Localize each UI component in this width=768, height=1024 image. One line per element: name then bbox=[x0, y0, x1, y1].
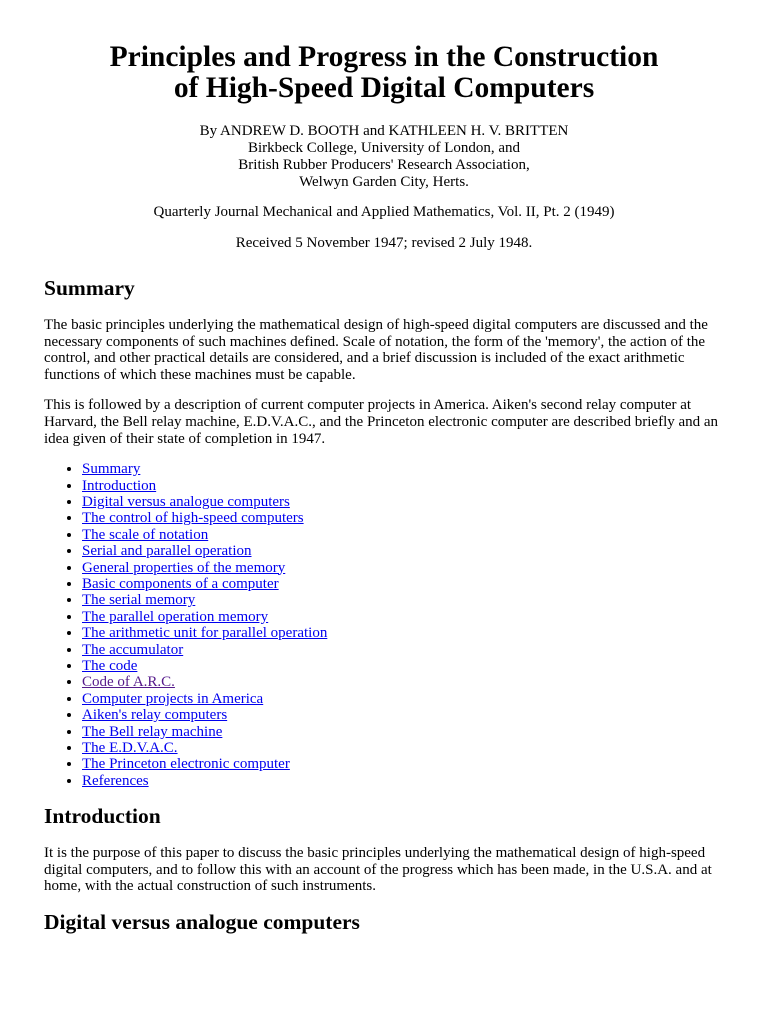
summary-heading: Summary bbox=[44, 276, 135, 300]
author-line: By ANDREW D. BOOTH and KATHLEEN H. V. BRITTEN bbox=[199, 123, 569, 139]
title-line-2: of High-Speed Digital Computers bbox=[173, 72, 595, 104]
toc-link[interactable]: The scale of notation bbox=[82, 526, 209, 543]
toc-item bbox=[82, 724, 724, 740]
journal-citation: Quarterly Journal Mechanical and Applied Mathematics, Vol. II, Pt. 2 (1949) bbox=[153, 204, 615, 220]
toc-item bbox=[82, 494, 724, 510]
authors-block bbox=[44, 123, 724, 191]
toc-link[interactable]: General properties of the memory bbox=[82, 559, 286, 576]
toc-link[interactable]: Basic components of a computer bbox=[82, 576, 279, 592]
toc-link[interactable]: Computer projects in America bbox=[82, 690, 264, 707]
summary-paragraph-2: This is followed by a description of current computer projects in America. Aiken's second relay computer at Harvard, the Bell relay machine, E.D.V.A.C., and the Princeton electronic computer are described briefly and an idea given of their state of completion in 1947. bbox=[44, 397, 719, 447]
toc-item bbox=[82, 592, 724, 608]
toc-item bbox=[82, 691, 724, 707]
toc-item bbox=[82, 527, 724, 543]
toc-link[interactable]: The arithmetic unit for parallel operation bbox=[82, 625, 328, 642]
toc-link[interactable]: The accumulator bbox=[82, 641, 184, 658]
toc-item bbox=[82, 560, 724, 576]
toc-link[interactable]: The code bbox=[82, 658, 138, 675]
toc-item bbox=[82, 478, 724, 494]
introduction-paragraph: It is the purpose of this paper to discuss the basic principles underlying the mathematical design of high-speed digital computers, and to follow this with an account of the progress which has been made, in the U.S.A. and at home, with the actual construction of such instruments. bbox=[44, 845, 712, 895]
toc-item bbox=[82, 773, 724, 789]
toc-link[interactable]: Digital versus analogue computers bbox=[82, 493, 290, 510]
digital-vs-analogue-heading: Digital versus analogue computers bbox=[44, 910, 360, 935]
introduction-heading: Introduction bbox=[44, 804, 161, 829]
received-date: Received 5 November 1947; revised 2 July 1948. bbox=[235, 235, 533, 251]
toc-item bbox=[82, 609, 724, 625]
title-line-1: Principles and Progress in the Construction bbox=[109, 41, 659, 73]
summary-paragraph-1: The basic principles underlying the mathematical design of high-speed digital computers are discussed and the necessary components of such machines defined. Scale of notation, the form of the 'memory', the action of the control, and other practical details are considered, and a brief discussion is included of the exact arithmetic functions of which these machines must be capable. bbox=[44, 317, 708, 383]
toc-item bbox=[82, 674, 724, 690]
affiliation-line: Birkbeck College, University of London, and bbox=[247, 140, 521, 156]
toc-link[interactable]: The Princeton electronic computer bbox=[82, 756, 290, 773]
toc-link[interactable]: Code of A.R.C. bbox=[82, 674, 175, 691]
toc-item bbox=[82, 756, 724, 772]
toc-link[interactable]: The parallel operation memory bbox=[82, 608, 269, 625]
toc-item bbox=[82, 658, 724, 674]
toc-item bbox=[82, 461, 724, 477]
toc-link[interactable]: Introduction bbox=[82, 477, 157, 494]
toc-link[interactable]: The serial memory bbox=[82, 592, 196, 609]
toc-item bbox=[82, 740, 724, 756]
table-of-contents bbox=[44, 461, 724, 789]
toc-link[interactable]: Aiken's relay computers bbox=[82, 707, 228, 724]
page-title bbox=[44, 0, 724, 104]
toc-link[interactable]: Summary bbox=[82, 461, 141, 478]
toc-item bbox=[82, 510, 724, 526]
affiliation-line: Welwyn Garden City, Herts. bbox=[299, 174, 469, 190]
toc-item bbox=[82, 576, 724, 592]
toc-item bbox=[82, 543, 724, 559]
toc-link[interactable]: The E.D.V.A.C. bbox=[82, 740, 178, 757]
affiliation-line: British Rubber Producers' Research Association, bbox=[238, 157, 530, 173]
toc-item bbox=[82, 625, 724, 641]
toc-link[interactable]: The control of high-speed computers bbox=[82, 510, 304, 527]
toc-item bbox=[82, 707, 724, 723]
toc-link[interactable]: Serial and parallel operation bbox=[82, 543, 252, 560]
toc-link[interactable]: References bbox=[82, 772, 149, 789]
toc-item bbox=[82, 642, 724, 658]
toc-link[interactable]: The Bell relay machine bbox=[82, 723, 223, 740]
